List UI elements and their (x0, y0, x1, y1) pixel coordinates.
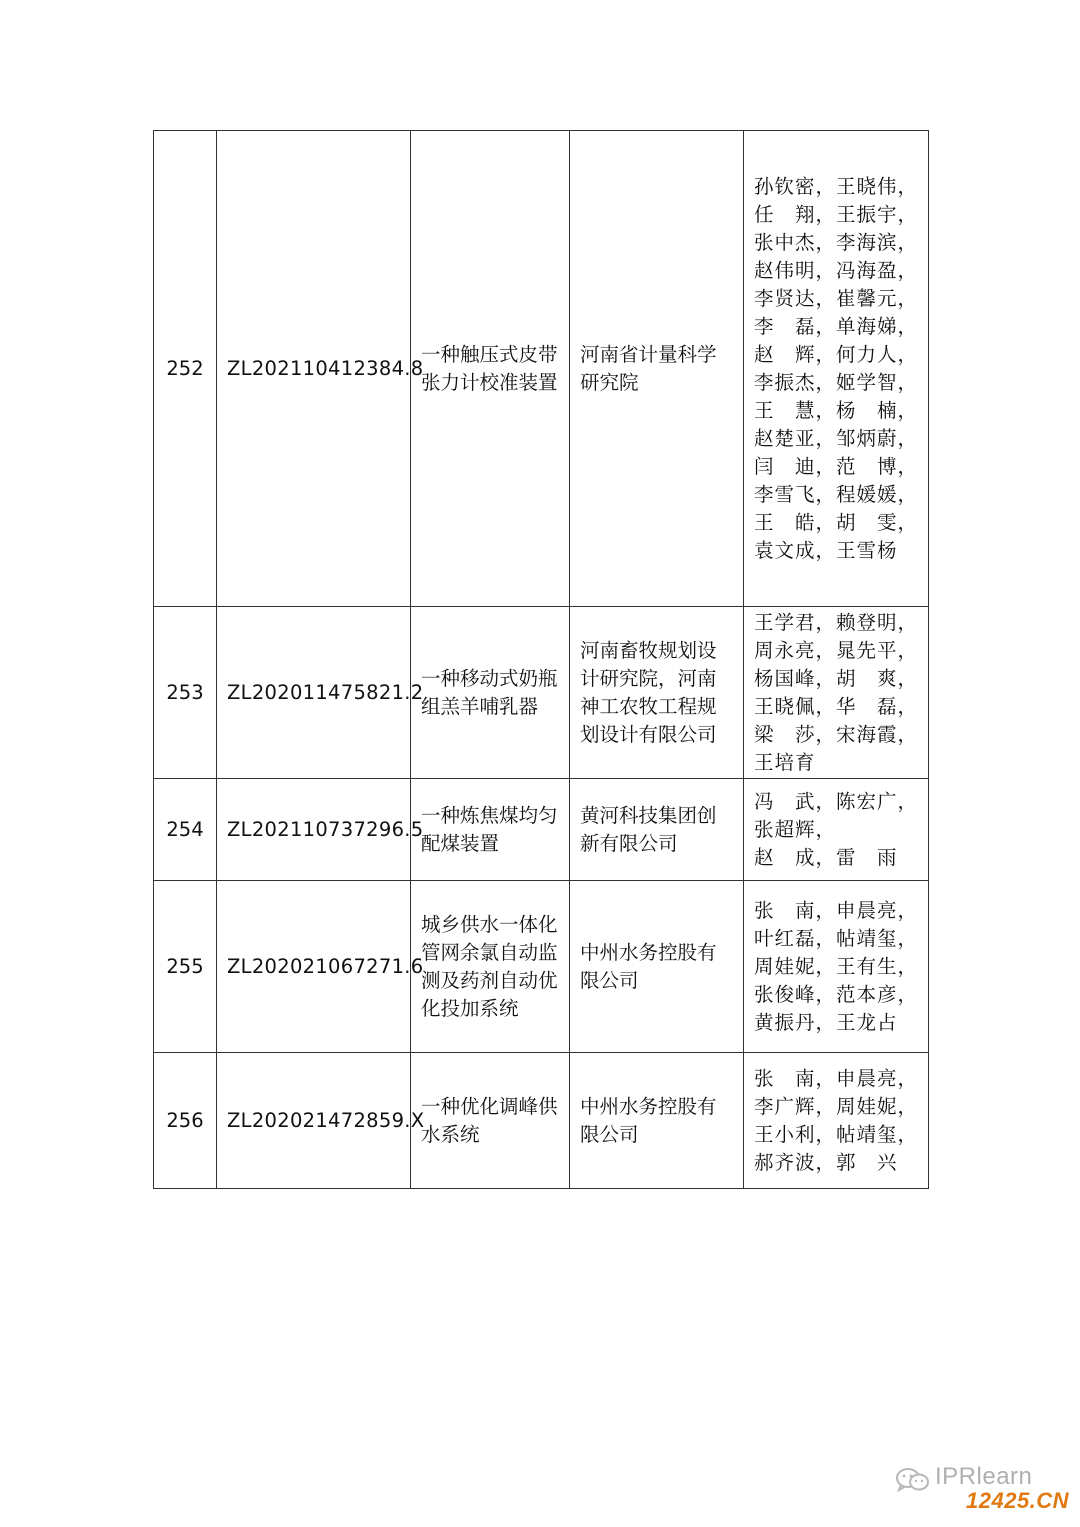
patent-number: ZL202110412384.8 (217, 131, 411, 607)
inventor-line: 袁文成，王雪杨 (754, 538, 898, 562)
table-row (154, 1053, 929, 1189)
inventor-line: 赵 成，雷 雨 (754, 845, 898, 869)
watermark-text: IPRlearn (935, 1463, 1033, 1490)
inventor-line: 张 南，申晨亮， (754, 1066, 919, 1090)
inventor-line: 李雪飞，程媛媛， (754, 482, 919, 506)
inventor-line: 梁 莎，宋海霞， (754, 722, 919, 746)
row-number: 256 (154, 1053, 217, 1189)
inventors (744, 779, 929, 881)
inventor-line: 李广辉，周娃妮， (754, 1094, 919, 1118)
inventor-line: 郝齐波，郭 兴 (754, 1150, 898, 1174)
patentee-org: 河南畜牧规划设计研究院，河南神工农牧工程规划设计有限公司 (570, 607, 744, 779)
site-mark: 12425.CN (966, 1488, 1070, 1513)
patentee-org: 黄河科技集团创新有限公司 (570, 779, 744, 881)
inventor-line: 赵 辉，何力人， (754, 342, 919, 366)
inventor-line: 王 皓，胡 雯， (754, 510, 919, 534)
inventor-line: 赵楚亚，邹炳蔚， (754, 426, 919, 450)
patent-number: ZL202011475821.2 (217, 607, 411, 779)
row-number: 252 (154, 131, 217, 607)
patent-number: ZL202021472859.X (217, 1053, 411, 1189)
inventor-line: 赵伟明，冯海盈， (754, 258, 919, 282)
row-number: 253 (154, 607, 217, 779)
table-row (154, 881, 929, 1053)
table-row (154, 131, 929, 607)
inventor-line: 王晓佩，华 磊， (754, 694, 919, 718)
wechat-icon (895, 1467, 931, 1493)
inventor-line: 王 慧，杨 楠， (754, 398, 919, 422)
inventor-line: 叶红磊，帖靖玺， (754, 926, 919, 950)
inventor-line: 张超辉， (754, 817, 837, 841)
inventor-line: 杨国峰，胡 爽， (754, 666, 919, 690)
patent-title: 城乡供水一体化管网余氯自动监测及药剂自动优化投加系统 (411, 881, 570, 1053)
row-number: 255 (154, 881, 217, 1053)
inventor-line: 任 翔，王振宇， (754, 202, 919, 226)
row-number: 254 (154, 779, 217, 881)
inventor-line: 周永亮，晁先平， (754, 638, 919, 662)
inventors (744, 1053, 929, 1189)
inventor-line: 孙钦密，王晓伟， (754, 174, 919, 198)
inventor-line: 张中杰，李海滨， (754, 230, 919, 254)
inventor-line: 黄振丹，王龙占 (754, 1010, 898, 1034)
inventors (744, 607, 929, 779)
inventor-line: 闫 迪，范 博， (754, 454, 919, 478)
inventor-line: 李振杰，姬学智， (754, 370, 919, 394)
inventor-line: 张俊峰，范本彦， (754, 982, 919, 1006)
patent-title: 一种优化调峰供水系统 (411, 1053, 570, 1189)
inventors (744, 131, 929, 607)
inventor-line: 王小利，帖靖玺， (754, 1122, 919, 1146)
inventor-line: 王培育 (754, 750, 816, 774)
inventor-line: 张 南，申晨亮， (754, 898, 919, 922)
patent-title: 一种炼焦煤均匀配煤装置 (411, 779, 570, 881)
inventor-line: 李 磊，单海娣， (754, 314, 919, 338)
inventor-line: 李贤达，崔馨元， (754, 286, 919, 310)
patentee-org: 河南省计量科学研究院 (570, 131, 744, 607)
inventors (744, 881, 929, 1053)
inventor-line: 周娃妮，王有生， (754, 954, 919, 978)
patent-title: 一种移动式奶瓶组羔羊哺乳器 (411, 607, 570, 779)
patentee-org: 中州水务控股有限公司 (570, 881, 744, 1053)
inventor-line: 冯 武，陈宏广， (754, 789, 919, 813)
patentee-org: 中州水务控股有限公司 (570, 1053, 744, 1189)
patent-title: 一种触压式皮带张力计校准装置 (411, 131, 570, 607)
table-row (154, 607, 929, 779)
patent-number: ZL202021067271.6 (217, 881, 411, 1053)
patent-table (153, 130, 929, 1189)
patent-number: ZL202110737296.5 (217, 779, 411, 881)
table-row (154, 779, 929, 881)
inventor-line: 王学君，赖登明， (754, 610, 919, 634)
